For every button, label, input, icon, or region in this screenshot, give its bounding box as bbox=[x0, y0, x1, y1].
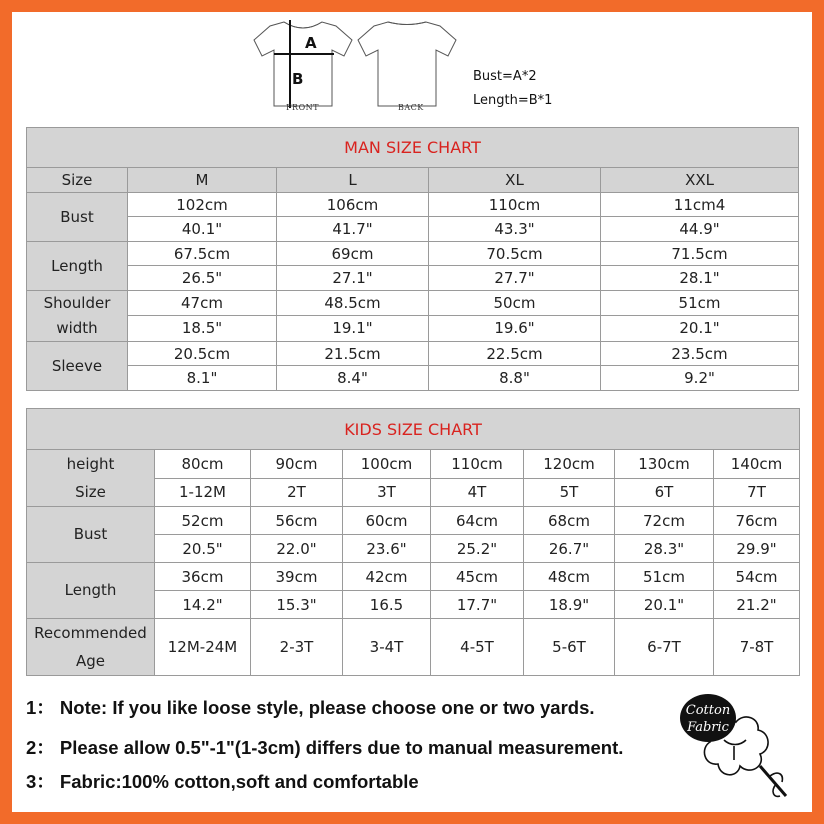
front-caption: FRONT bbox=[286, 103, 319, 112]
man-cell: 70.5cm bbox=[429, 242, 601, 266]
man-cell: 44.9" bbox=[601, 217, 799, 242]
label-a: A bbox=[305, 34, 317, 52]
man-cell: 28.1" bbox=[601, 266, 799, 291]
kids-cell: 36cm bbox=[155, 563, 251, 591]
kids-age-cell: 4-5T bbox=[431, 619, 524, 676]
man-cell: 48.5cm bbox=[277, 291, 429, 316]
note-2: 2： Please allow 0.5"-1"(1-3cm) differs due to manual measurement. bbox=[26, 737, 624, 758]
kids-row-label-bust-line: Bust bbox=[73, 525, 108, 543]
man-row-label-sleeve-line: Sleeve bbox=[51, 356, 103, 375]
kids-age-cell: 5-6T bbox=[524, 619, 615, 676]
man-cell: 19.6" bbox=[429, 315, 601, 341]
man-row-label-bust bbox=[27, 193, 128, 242]
tshirt-back-diagram bbox=[354, 18, 460, 110]
man-cell: 11cm4 bbox=[601, 193, 799, 217]
man-size-chart-table bbox=[26, 127, 799, 391]
kids-row-bust-cm bbox=[27, 507, 800, 535]
man-size-header-row bbox=[27, 168, 799, 193]
man-cell: 26.5" bbox=[128, 266, 277, 291]
kids-cell: 51cm bbox=[615, 563, 714, 591]
bust-formula: Bust=A*2 bbox=[473, 69, 537, 84]
kids-age-row bbox=[27, 619, 800, 676]
kids-cell: 20.1" bbox=[615, 591, 714, 619]
kids-age-cell: 2-3T bbox=[251, 619, 343, 676]
kids-age-cell: 3-4T bbox=[343, 619, 431, 676]
recommended-age-label bbox=[27, 619, 155, 676]
kids-cell: 45cm bbox=[431, 563, 524, 591]
height-size-header-line: Size bbox=[75, 483, 106, 501]
kids-cell: 56cm bbox=[251, 507, 343, 535]
badge-line-2: Fabric bbox=[687, 720, 729, 735]
man-cell: 18.5" bbox=[128, 315, 277, 341]
man-cell: 27.1" bbox=[277, 266, 429, 291]
size-xxl: XXL bbox=[601, 168, 799, 193]
man-cell: 102cm bbox=[128, 193, 277, 217]
kids-cell: 22.0" bbox=[251, 535, 343, 563]
height-size-header bbox=[27, 450, 155, 507]
size-m: M bbox=[128, 168, 277, 193]
man-cell: 110cm bbox=[429, 193, 601, 217]
kids-height-cell: 90cm bbox=[251, 450, 343, 479]
man-cell: 23.5cm bbox=[601, 342, 799, 366]
kids-row-label-bust bbox=[27, 507, 155, 563]
kids-size-cell: 6T bbox=[615, 478, 714, 507]
kids-height-cell: 120cm bbox=[524, 450, 615, 479]
man-cell: 67.5cm bbox=[128, 242, 277, 266]
cotton-fabric-badge bbox=[674, 684, 808, 812]
man-cell: 8.8" bbox=[429, 366, 601, 391]
size-chart-image bbox=[12, 12, 812, 812]
kids-cell: 54cm bbox=[714, 563, 800, 591]
man-cell: 40.1" bbox=[128, 217, 277, 242]
kids-cell: 17.7" bbox=[431, 591, 524, 619]
kids-row-length-cm bbox=[27, 563, 800, 591]
man-cell: 71.5cm bbox=[601, 242, 799, 266]
man-row-label-length-line: Length bbox=[51, 256, 103, 275]
man-cell: 41.7" bbox=[277, 217, 429, 242]
note-3: 3： Fabric:100% cotton,soft and comfortable bbox=[26, 771, 419, 792]
kids-height-cell: 130cm bbox=[615, 450, 714, 479]
kids-cell: 39cm bbox=[251, 563, 343, 591]
man-cell: 69cm bbox=[277, 242, 429, 266]
kids-size-cell: 2T bbox=[251, 478, 343, 507]
kids-height-cell: 110cm bbox=[431, 450, 524, 479]
kids-height-cell: 100cm bbox=[343, 450, 431, 479]
man-row-label-shoulder-width-line: width bbox=[56, 319, 98, 337]
man-title-row bbox=[27, 128, 799, 168]
size-xl: XL bbox=[429, 168, 601, 193]
man-row-bust-inch bbox=[27, 217, 799, 242]
kids-size-cell: 5T bbox=[524, 478, 615, 507]
kids-height-row bbox=[27, 450, 800, 479]
kids-age-cell: 12M-24M bbox=[155, 619, 251, 676]
recommended-age-label-line: Recommended bbox=[34, 624, 147, 642]
kids-cell: 72cm bbox=[615, 507, 714, 535]
kids-height-cell: 80cm bbox=[155, 450, 251, 479]
kids-cell: 60cm bbox=[343, 507, 431, 535]
man-cell: 20.1" bbox=[601, 315, 799, 341]
man-row-shoulder-width-inch bbox=[27, 315, 799, 341]
man-row-length-cm bbox=[27, 242, 799, 266]
kids-cell: 29.9" bbox=[714, 535, 800, 563]
kids-cell: 21.2" bbox=[714, 591, 800, 619]
size-l: L bbox=[277, 168, 429, 193]
man-cell: 106cm bbox=[277, 193, 429, 217]
man-cell: 43.3" bbox=[429, 217, 601, 242]
kids-cell: 76cm bbox=[714, 507, 800, 535]
kids-cell: 20.5" bbox=[155, 535, 251, 563]
kids-cell: 42cm bbox=[343, 563, 431, 591]
kids-cell: 68cm bbox=[524, 507, 615, 535]
kids-cell: 18.9" bbox=[524, 591, 615, 619]
man-cell: 50cm bbox=[429, 291, 601, 316]
length-formula: Length=B*1 bbox=[473, 93, 553, 108]
man-row-label-sleeve bbox=[27, 342, 128, 391]
height-size-header-line: height bbox=[66, 455, 115, 473]
kids-row-label-length-line: Length bbox=[64, 581, 117, 599]
man-row-sleeve-inch bbox=[27, 366, 799, 391]
kids-cell: 48cm bbox=[524, 563, 615, 591]
man-cell: 8.1" bbox=[128, 366, 277, 391]
kids-cell: 28.3" bbox=[615, 535, 714, 563]
man-cell: 19.1" bbox=[277, 315, 429, 341]
back-caption: BACK bbox=[398, 103, 424, 112]
man-row-length-inch bbox=[27, 266, 799, 291]
size-header: Size bbox=[27, 168, 128, 193]
man-row-shoulder-width-cm bbox=[27, 291, 799, 316]
man-cell: 22.5cm bbox=[429, 342, 601, 366]
kids-age-cell: 7-8T bbox=[714, 619, 800, 676]
tshirt-front-diagram bbox=[250, 18, 356, 110]
man-row-label-length bbox=[27, 242, 128, 291]
label-b: B bbox=[292, 70, 304, 88]
kids-cell: 14.2" bbox=[155, 591, 251, 619]
man-row-sleeve-cm bbox=[27, 342, 799, 366]
kids-cell: 26.7" bbox=[524, 535, 615, 563]
kids-cell: 25.2" bbox=[431, 535, 524, 563]
kids-size-cell: 3T bbox=[343, 478, 431, 507]
kids-cell: 64cm bbox=[431, 507, 524, 535]
note-1: 1： Note: If you like loose style, please choose one or two yards. bbox=[26, 697, 595, 718]
recommended-age-label-line: Age bbox=[75, 652, 105, 670]
kids-height-cell: 140cm bbox=[714, 450, 800, 479]
kids-size-cell: 7T bbox=[714, 478, 800, 507]
man-chart-title: MAN SIZE CHART bbox=[27, 128, 799, 168]
man-cell: 8.4" bbox=[277, 366, 429, 391]
man-cell: 47cm bbox=[128, 291, 277, 316]
kids-chart-title: KIDS SIZE CHART bbox=[27, 409, 800, 450]
kids-cell: 15.3" bbox=[251, 591, 343, 619]
man-row-label-shoulder-width bbox=[27, 291, 128, 342]
badge-line-1: Cotton bbox=[685, 703, 731, 718]
man-cell: 51cm bbox=[601, 291, 799, 316]
kids-title-row bbox=[27, 409, 800, 450]
kids-row-label-length bbox=[27, 563, 155, 619]
kids-cell: 16.5 bbox=[343, 591, 431, 619]
kids-cell: 52cm bbox=[155, 507, 251, 535]
man-cell: 9.2" bbox=[601, 366, 799, 391]
man-cell: 27.7" bbox=[429, 266, 601, 291]
man-cell: 21.5cm bbox=[277, 342, 429, 366]
man-cell: 20.5cm bbox=[128, 342, 277, 366]
kids-size-cell: 1-12M bbox=[155, 478, 251, 507]
man-row-bust-cm bbox=[27, 193, 799, 217]
kids-size-chart-table bbox=[26, 408, 800, 676]
kids-age-cell: 6-7T bbox=[615, 619, 714, 676]
kids-size-cell: 4T bbox=[431, 478, 524, 507]
man-row-label-shoulder-width-line: Shoulder bbox=[43, 294, 111, 312]
kids-cell: 23.6" bbox=[343, 535, 431, 563]
man-row-label-bust-line: Bust bbox=[60, 207, 94, 226]
